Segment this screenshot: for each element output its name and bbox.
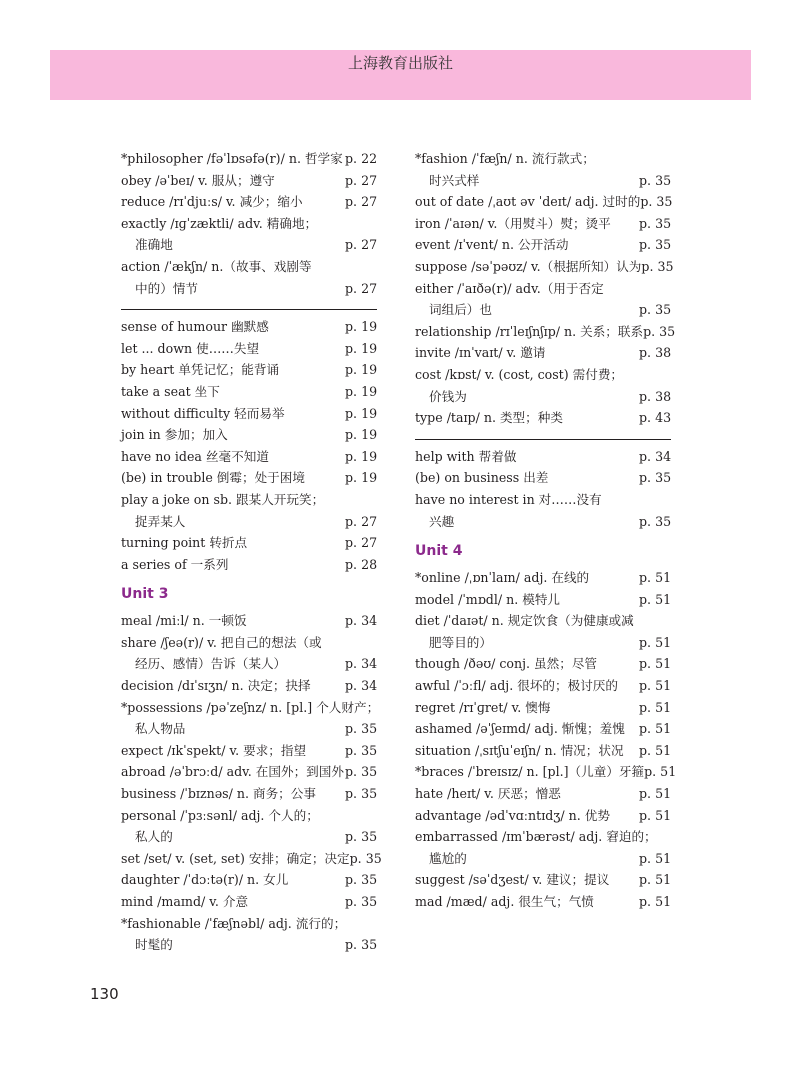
entry-text: expect /ɪkˈspekt/ v. 要求；指望 xyxy=(121,742,307,758)
entry-text: join in 参加；加入 xyxy=(121,427,228,443)
entry-text: regret /rɪˈɡret/ v. 懊悔 xyxy=(415,699,551,715)
entry-text: ashamed /əˈʃeɪmd/ adj. 惭愧；羞愧 xyxy=(415,721,625,737)
vocab-entry xyxy=(415,826,671,869)
page-reference: p. 19 xyxy=(345,362,378,378)
page-reference: p. 51 xyxy=(639,570,672,586)
entry-text-continued: 中的）情节 xyxy=(135,280,198,296)
page-reference: p. 51 xyxy=(639,786,672,802)
entry-text: *fashion /ˈfæʃn/ n. 流行款式； xyxy=(415,151,595,166)
page-reference: p. 38 xyxy=(639,345,672,361)
vocab-entry xyxy=(121,148,377,170)
entry-text: business /ˈbɪznəs/ n. 商务；公事 xyxy=(121,786,316,802)
entry-text: a series of 一系列 xyxy=(121,556,229,572)
page-reference: p. 38 xyxy=(639,388,672,404)
vocab-entry xyxy=(415,446,671,468)
publisher-name: 上海教育出版社 xyxy=(347,54,453,72)
vocab-entry xyxy=(415,783,671,805)
page-reference: p. 19 xyxy=(345,427,378,443)
vocab-entry xyxy=(121,913,377,956)
page-reference: p. 27 xyxy=(345,535,378,551)
page-reference: p. 35 xyxy=(345,937,378,953)
vocab-entry xyxy=(415,234,671,256)
entry-text-continued: 词组后）也 xyxy=(429,302,492,318)
entry-text: embarrassed /ɪmˈbærəst/ adj. 窘迫的； xyxy=(415,829,657,845)
entry-text: sense of humour 幽默感 xyxy=(121,319,269,335)
page-reference: p. 27 xyxy=(345,237,378,253)
vocab-entry xyxy=(121,256,377,299)
vocab-entry xyxy=(415,891,671,913)
entry-text: exactly /ɪɡˈzæktli/ adv. 精确地； xyxy=(121,215,318,231)
entry-text: awful /ˈɔːfl/ adj. 很坏的；极讨厌的 xyxy=(415,678,618,694)
entry-text: play a joke on sb. 跟某人开玩笑； xyxy=(121,491,325,507)
entry-text: relationship /rɪˈleɪʃnʃɪp/ n. 关系；联系 xyxy=(415,323,644,339)
page-reference: p. 35 xyxy=(639,172,672,188)
page-reference: p. 51 xyxy=(639,742,672,758)
entry-text: diet /ˈdaɪət/ n. 规定饮食（为健康或减 xyxy=(415,613,634,629)
entry-text: mind /maɪnd/ v. 介意 xyxy=(121,894,249,909)
page-reference: p. 34 xyxy=(345,613,378,629)
right-column xyxy=(415,148,677,913)
vocab-entry xyxy=(415,589,671,611)
vocab-entry xyxy=(121,381,377,403)
vocab-entry xyxy=(121,403,377,425)
entry-text: either /ˈaɪðə(r)/ adv.（用于否定 xyxy=(415,280,604,296)
page-reference: p. 35 xyxy=(349,850,382,866)
entry-text: help with 帮着做 xyxy=(415,448,517,464)
entry-text-continued: 私人物品 xyxy=(135,721,186,737)
entry-text: obey /əˈbeɪ/ v. 服从；遵守 xyxy=(121,172,275,188)
vocab-entry xyxy=(121,632,377,675)
page-reference: p. 35 xyxy=(345,829,378,845)
vocab-entry xyxy=(121,675,377,697)
section-divider xyxy=(415,439,671,440)
vocab-entry xyxy=(121,740,377,762)
entry-text: decision /dɪˈsɪʒn/ n. 决定；抉择 xyxy=(121,678,311,694)
vocab-entry xyxy=(121,891,377,913)
page-reference: p. 35 xyxy=(345,742,378,758)
entry-text: *fashionable /ˈfæʃnəbl/ adj. 流行的； xyxy=(121,915,347,931)
entry-text: reduce /rɪˈdjuːs/ v. 减少；缩小 xyxy=(121,194,303,210)
vocab-entry xyxy=(415,869,671,891)
entry-text-continued: 捉弄某人 xyxy=(135,513,186,529)
publisher-banner xyxy=(50,50,751,100)
entry-text: *possessions /pəˈzeʃnz/ n. [pl.] 个人财产； xyxy=(121,699,380,715)
page-reference: p. 19 xyxy=(345,470,378,486)
page-reference: p. 35 xyxy=(639,470,672,486)
vocab-entry xyxy=(415,610,671,653)
page-number: 130 xyxy=(90,985,119,1003)
page-reference: p. 51 xyxy=(639,656,672,672)
entry-text: out of date /ˌaʊt əv ˈdeɪt/ adj. 过时的 xyxy=(415,194,641,210)
entry-text: model /ˈmɒdl/ n. 模特儿 xyxy=(415,591,561,607)
vocab-entry xyxy=(121,805,377,848)
entry-text-continued: 经历、感情）告诉（某人） xyxy=(135,656,287,672)
entry-text: advantage /ədˈvɑːntɪdʒ/ n. 优势 xyxy=(415,807,610,823)
entry-text-continued: 时髦的 xyxy=(135,937,173,953)
entry-text: type /taɪp/ n. 类型；种类 xyxy=(415,410,563,426)
page-reference: p. 19 xyxy=(345,448,378,464)
entry-text: event /ɪˈvent/ n. 公开活动 xyxy=(415,237,569,253)
entry-text: meal /miːl/ n. 一顿饭 xyxy=(121,613,247,629)
page-reference: p. 35 xyxy=(641,258,674,274)
vocab-entry xyxy=(121,170,377,192)
page-reference: p. 51 xyxy=(639,807,672,823)
page-reference: p. 34 xyxy=(345,678,378,694)
vocab-entry xyxy=(121,848,382,870)
vocab-entry xyxy=(415,148,671,191)
entry-text: suggest /səˈdʒest/ v. 建议；提议 xyxy=(415,872,610,888)
entry-text: (be) on business 出差 xyxy=(415,470,549,486)
entry-text: take a seat 坐下 xyxy=(121,383,220,399)
page-reference: p. 51 xyxy=(639,591,672,607)
vocab-entry xyxy=(121,213,377,256)
entry-text-continued: 尴尬的 xyxy=(429,850,467,866)
entry-text: cost /kɒst/ v. (cost, cost) 需付费； xyxy=(415,366,624,382)
page-reference: p. 27 xyxy=(345,280,378,296)
page-reference: p. 43 xyxy=(639,410,672,426)
page-reference: p. 27 xyxy=(345,513,378,529)
vocab-entry xyxy=(121,554,377,576)
page-reference: p. 51 xyxy=(639,721,672,737)
entry-text: daughter /ˈdɔːtə(r)/ n. 女儿 xyxy=(121,872,289,888)
vocab-entry xyxy=(121,489,377,532)
vocab-entry xyxy=(415,718,671,740)
entry-text: though /ðəʊ/ conj. 虽然；尽管 xyxy=(415,656,598,672)
vocab-entry xyxy=(415,342,671,364)
vocab-entry xyxy=(415,467,671,489)
entry-text: without difficulty 轻而易举 xyxy=(121,405,285,421)
section-divider xyxy=(121,309,377,310)
entry-text-continued: 准确地 xyxy=(135,237,173,253)
entry-text: invite /ɪnˈvaɪt/ v. 邀请 xyxy=(415,345,546,361)
entry-text: suppose /səˈpəʊz/ v.（根据所知）认为 xyxy=(415,258,642,274)
page-reference: p. 28 xyxy=(345,556,378,572)
vocab-entry xyxy=(121,869,377,891)
vocab-entry xyxy=(121,610,377,632)
vocab-entry xyxy=(415,740,671,762)
vocab-entry xyxy=(121,191,377,213)
page-reference: p. 35 xyxy=(639,302,672,318)
entry-text: hate /heɪt/ v. 厌恶；憎恶 xyxy=(415,786,561,802)
vocab-entry xyxy=(415,761,677,783)
entry-text: *philosopher /fəˈlɒsəfə(r)/ n. 哲学家 xyxy=(121,151,343,166)
unit-heading: Unit 3 xyxy=(121,586,169,603)
entry-text: have no idea 丝毫不知道 xyxy=(121,448,269,464)
page-reference: p. 27 xyxy=(345,194,378,210)
page-reference: p. 51 xyxy=(639,634,672,650)
page-reference: p. 22 xyxy=(345,151,378,166)
page-reference: p. 35 xyxy=(345,894,378,909)
vocab-entry xyxy=(415,653,671,675)
entry-text: abroad /əˈbrɔːd/ adv. 在国外；到国外 xyxy=(121,764,344,780)
page-reference: p. 51 xyxy=(639,699,672,715)
vocab-entry xyxy=(121,338,377,360)
page-reference: p. 35 xyxy=(643,323,676,339)
vocab-entry xyxy=(415,675,671,697)
vocab-entry xyxy=(415,213,671,235)
page-reference: p. 35 xyxy=(345,786,378,802)
entry-text-continued: 兴趣 xyxy=(429,513,455,529)
entry-text: by heart 单凭记忆；能背诵 xyxy=(121,362,280,378)
entry-text-continued: 时兴式样 xyxy=(429,172,480,188)
entry-text: *braces /ˈbreɪsɪz/ n. [pl.]（儿童）牙箍 xyxy=(415,764,645,780)
page-reference: p. 19 xyxy=(345,405,378,421)
unit-heading: Unit 4 xyxy=(415,543,463,560)
vocab-entry xyxy=(121,316,377,338)
entry-text: situation /ˌsɪtʃuˈeɪʃn/ n. 情况；状况 xyxy=(415,742,624,758)
vocab-entry xyxy=(121,424,377,446)
vocab-entry xyxy=(121,446,377,468)
page-reference: p. 51 xyxy=(639,894,672,909)
vocab-entry xyxy=(415,567,671,589)
page-reference: p. 19 xyxy=(345,319,378,335)
entry-text-continued: 私人的 xyxy=(135,829,173,845)
page-reference: p. 51 xyxy=(639,850,672,866)
vocab-entry xyxy=(415,697,671,719)
page-reference: p. 34 xyxy=(639,448,672,464)
page-reference: p. 35 xyxy=(345,872,378,888)
entry-text: turning point 转折点 xyxy=(121,535,248,551)
vocab-entry xyxy=(415,191,671,213)
entry-text: share /ʃeə(r)/ v. 把自己的想法（或 xyxy=(121,634,322,650)
vocab-entry xyxy=(415,489,671,532)
vocab-entry xyxy=(121,697,380,740)
vocab-entry xyxy=(121,783,377,805)
entry-text: *online /ˌɒnˈlaɪn/ adj. 在线的 xyxy=(415,570,590,586)
page-reference: p. 35 xyxy=(639,513,672,529)
entry-text: (be) in trouble 倒霉；处于困境 xyxy=(121,470,305,486)
page-reference: p. 35 xyxy=(640,194,673,210)
vocab-entry xyxy=(415,278,671,321)
vocab-entry xyxy=(415,407,671,429)
left-column xyxy=(121,148,382,956)
page-reference: p. 51 xyxy=(639,872,672,888)
entry-text: iron /ˈaɪən/ v.（用熨斗）熨；烫平 xyxy=(415,215,611,231)
page-reference: p. 35 xyxy=(639,237,672,253)
vocab-entry xyxy=(121,359,377,381)
vocab-entry xyxy=(415,805,671,827)
vocab-entry xyxy=(121,532,377,554)
entry-text: personal /ˈpɜːsənl/ adj. 个人的； xyxy=(121,807,319,823)
page-reference: p. 19 xyxy=(345,383,378,399)
page-reference: p. 35 xyxy=(345,764,378,780)
page-reference: p. 51 xyxy=(639,678,672,694)
vocab-entry xyxy=(415,321,676,343)
vocab-entry xyxy=(121,467,377,489)
page-reference: p. 19 xyxy=(345,340,378,356)
vocab-entry xyxy=(415,364,671,407)
entry-text: action /ˈækʃn/ n.（故事、戏剧等 xyxy=(121,258,312,274)
entry-text: mad /mæd/ adj. 很生气；气愤 xyxy=(415,894,594,909)
page-reference: p. 51 xyxy=(644,764,677,780)
entry-text: let ... down 使……失望 xyxy=(121,340,260,356)
page-reference: p. 35 xyxy=(345,721,378,737)
entry-text-continued: 价钱为 xyxy=(429,388,467,404)
page-reference: p. 27 xyxy=(345,172,378,188)
page-reference: p. 34 xyxy=(345,656,378,672)
entry-text-continued: 肥等目的） xyxy=(429,634,492,650)
entry-text: have no interest in 对……没有 xyxy=(415,491,602,507)
vocab-entry xyxy=(415,256,674,278)
vocab-entry xyxy=(121,761,377,783)
page-reference: p. 35 xyxy=(639,215,672,231)
entry-text: set /set/ v. (set, set) 安排；确定；决定 xyxy=(121,850,350,866)
